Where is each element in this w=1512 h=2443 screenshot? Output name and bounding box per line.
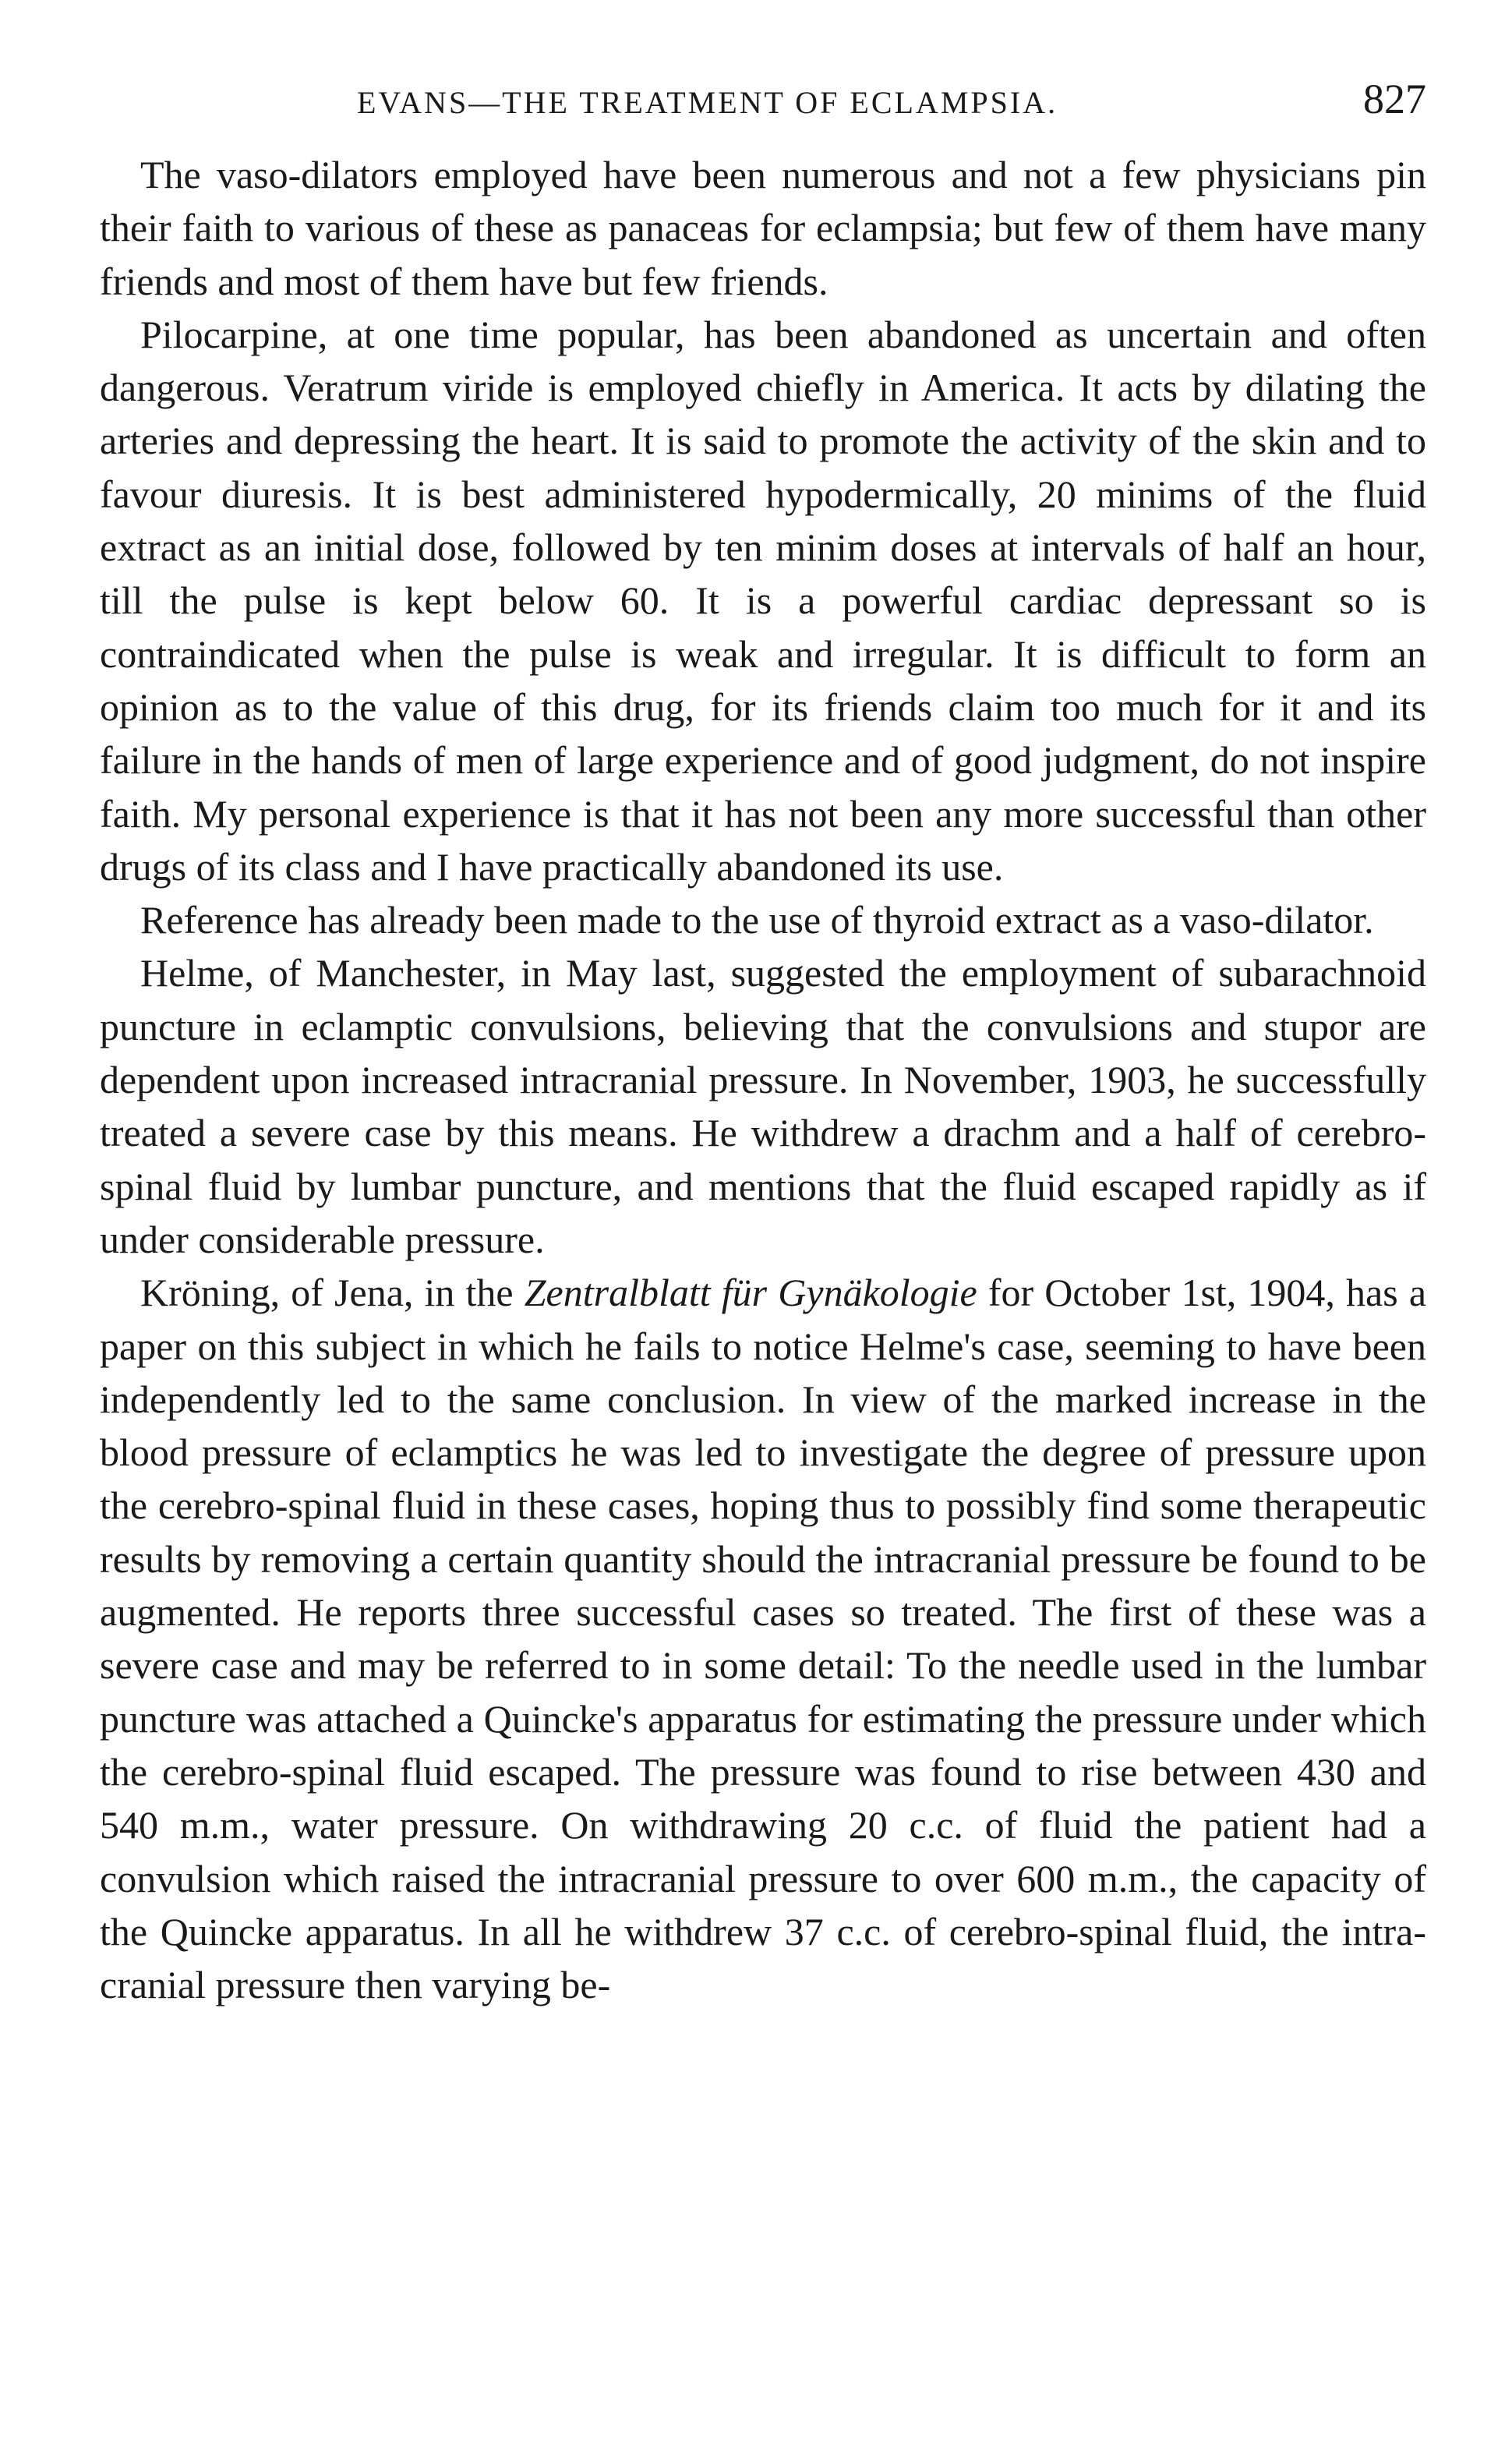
paragraph-pilocarpine: Pilocarpine, at one time popular, has been abandoned as uncertain and often dangerous. Veratrum viride is employed chiefly in America. It acts by dilating the arteries and depressing the heart. It is said to promote the activity of the skin and to favour diuresis. It is best administered hypodermically, 20 minims of the fluid extract as an initial dose, followed by ten minim doses at intervals of half an hour, till the pulse is kept below 60. It is a powerful cardiac depressant so is contraindicated when the pulse is weak and irregular. It is difficult to form an opinion as to the value of this drug, for its friends claim too much for it and its failure in the hands of men of large experience and of good judgment, do not inspire faith. My personal experience is that it has not been any more successful than other drugs of its class and I have practically abandoned its use. bbox=[100, 312, 1426, 889]
page-number: 827 bbox=[1363, 76, 1426, 122]
book-page bbox=[100, 75, 1426, 2011]
kroning-text-start: Kröning, of Jena, in the bbox=[140, 1271, 525, 1315]
paragraph-thyroid-reference: Reference has already been made to the use of thyroid extract as a vaso-dilator. bbox=[140, 898, 1374, 942]
paragraph-helme: Helme, of Manchester, in May last, suggested the employment of subarachnoid puncture in eclamptic convulsions, believing that the convulsions and stupor are dependent upon increased intracranial pressure. In November, 1903, he successfully treated a severe case by this means. He withdrew a drachm and a half of cerebro-spinal fluid by lumbar puncture, and mentions that the fluid escaped rapidly as if under considerable pressure. bbox=[100, 951, 1426, 1261]
kroning-text-rest: for October 1st, 1904, has a paper on this subject in which he fails to notice Helme's case, seeming to have been independently led to the same conclusion. In view of the marked increase in the blood pressure of eclamptics he was led to investigate the degree of pressure upon the cerebro-spinal fluid in these cases, hoping thus to possibly find some therapeutic results by removing a certain quantity should the intracranial pressure be found to be augmented. He reports three successful cases so treated. The first of these was a severe case and may be referred to in some detail: To the needle used in the lumbar puncture was attached a Quincke's apparatus for estimating the pressure under which the cerebro-spinal fluid escaped. The pressure was found to rise between 430 and 540 m.m., water pressure. On withdrawing 20 c.c. of fluid the patient had a convulsion which raised the intracranial pressure to over 600 m.m., the capacity of the Quincke apparatus. In all he withdrew 37 c.c. of cerebro-spinal fluid, the intra-cranial pressure then varying be- bbox=[100, 1271, 1427, 2007]
journal-title: Zentralblatt für Gynäkologie bbox=[524, 1271, 977, 1315]
running-title: EVANS—THE TREATMENT OF ECLAMPSIA. bbox=[357, 85, 1058, 120]
paragraph-kroning bbox=[100, 1266, 1426, 2011]
running-head bbox=[100, 75, 1426, 131]
paragraph-vaso-dilators: The vaso-dilators employed have been numerous and not a few physicians pin their faith to various of these as panaceas for eclampsia; but few of them have many friends and most of them have but few friends. bbox=[100, 153, 1426, 303]
